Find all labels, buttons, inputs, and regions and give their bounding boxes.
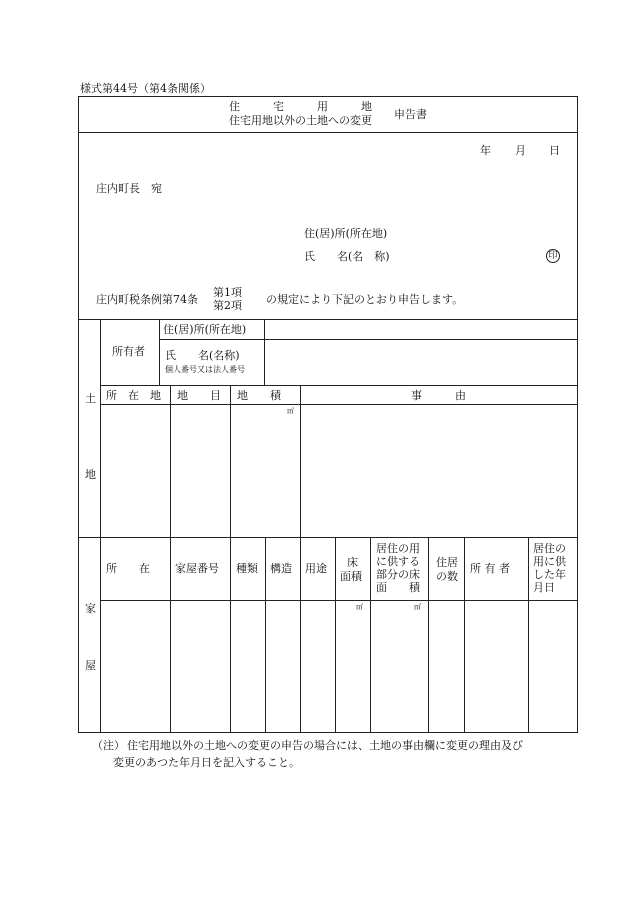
statement-prefix: 庄内町税条例第74条 xyxy=(96,293,198,306)
note-line2: 変更のあつた年月日を記入すること。 xyxy=(113,756,300,769)
house-col-kind: 種類 xyxy=(236,562,258,575)
house-header-bottom xyxy=(100,600,578,601)
house-col-divider-5 xyxy=(335,537,336,733)
house-col-dwellings-2: の数 xyxy=(436,570,458,583)
house-col-dwellings-1: 住居 xyxy=(436,556,458,569)
land-header-top xyxy=(100,385,578,386)
note-line1: 住宅用地以外の土地への変更の申告の場合には、土地の事由欄に変更の理由及び xyxy=(127,739,523,752)
title-line2: 住宅用地以外の土地への変更 xyxy=(229,114,372,127)
house-label-2: 屋 xyxy=(85,659,96,672)
owner-field-divider xyxy=(264,319,265,385)
house-col-divider-3 xyxy=(265,537,266,733)
title-line1: 住 宅 用 地 xyxy=(229,100,372,113)
owner-row-line xyxy=(159,339,578,340)
statement-suffix: の規定により下記のとおり申告します。 xyxy=(266,293,464,306)
house-floor-area-unit: ㎡ xyxy=(356,603,363,611)
house-col-date-4: 月日 xyxy=(533,581,555,594)
land-col-reason: 事 由 xyxy=(411,389,466,402)
section-label-divider xyxy=(100,319,101,733)
seal-mark: 印 xyxy=(546,249,560,263)
owner-name-label: 氏 名(名称) xyxy=(165,349,240,362)
land-col-location: 所 在 地 xyxy=(106,389,161,402)
house-col-date-2: 用に供 xyxy=(533,555,566,568)
house-res-area-unit: ㎡ xyxy=(414,603,421,611)
land-label-1: 土 xyxy=(85,392,96,405)
title-divider xyxy=(78,132,578,133)
house-col-floor-area-2: 面積 xyxy=(340,570,362,583)
house-col-date-1: 居住の xyxy=(533,542,566,555)
house-col-divider-8 xyxy=(464,537,465,733)
date-year: 年 xyxy=(480,144,491,157)
form-number: 様式第44号（第4条関係） xyxy=(80,82,211,95)
house-col-res-area-3: 部分の床 xyxy=(376,568,420,581)
house-label-1: 家 xyxy=(85,602,96,615)
house-col-divider-7 xyxy=(428,537,429,733)
statement-clause2: 第2項 xyxy=(213,299,242,312)
house-col-divider-9 xyxy=(528,537,529,733)
owner-label: 所有者 xyxy=(112,345,145,358)
house-col-date-3: した年 xyxy=(533,568,566,581)
addressee: 庄内町長 宛 xyxy=(96,182,162,195)
land-col-category: 地 目 xyxy=(177,389,221,402)
house-col-divider-4 xyxy=(300,537,301,733)
house-col-res-area-1: 居住の用 xyxy=(376,542,420,555)
house-col-divider-2 xyxy=(230,537,231,733)
house-col-res-area-2: に供する xyxy=(376,555,420,568)
owner-id-note: 個人番号又は法人番号 xyxy=(165,365,245,374)
date-month: 月 xyxy=(515,144,526,157)
land-top-line xyxy=(78,319,578,320)
house-col-structure: 構造 xyxy=(270,562,292,575)
land-col-divider-1 xyxy=(170,385,171,537)
house-col-owner: 所 有 者 xyxy=(470,562,510,575)
land-col-divider-3 xyxy=(300,385,301,537)
note-label: （注） xyxy=(92,739,125,752)
house-col-floor-area-1: 床 xyxy=(347,556,358,569)
land-col-area: 地 積 xyxy=(237,389,281,402)
house-col-location: 所 在 xyxy=(106,562,150,575)
land-col-divider-2 xyxy=(230,385,231,537)
house-col-res-area-4: 面 積 xyxy=(376,581,420,594)
owner-address-label: 住(居)所(所在地) xyxy=(163,323,247,336)
house-top-line xyxy=(78,537,578,538)
house-col-divider-6 xyxy=(370,537,371,733)
declarant-name-label: 氏 名(名 称) xyxy=(304,250,390,263)
owner-divider xyxy=(159,319,160,385)
house-col-number: 家屋番号 xyxy=(175,562,219,575)
declarant-address-label: 住(居)所(所在地) xyxy=(304,227,388,240)
title-suffix: 申告書 xyxy=(394,108,427,121)
house-col-divider-1 xyxy=(170,537,171,733)
date-day: 日 xyxy=(549,144,560,157)
house-col-use: 用途 xyxy=(305,562,327,575)
statement-clause1: 第1項 xyxy=(213,286,242,299)
land-header-bottom xyxy=(100,404,578,405)
land-area-unit: ㎡ xyxy=(287,407,294,415)
land-label-2: 地 xyxy=(85,468,96,481)
